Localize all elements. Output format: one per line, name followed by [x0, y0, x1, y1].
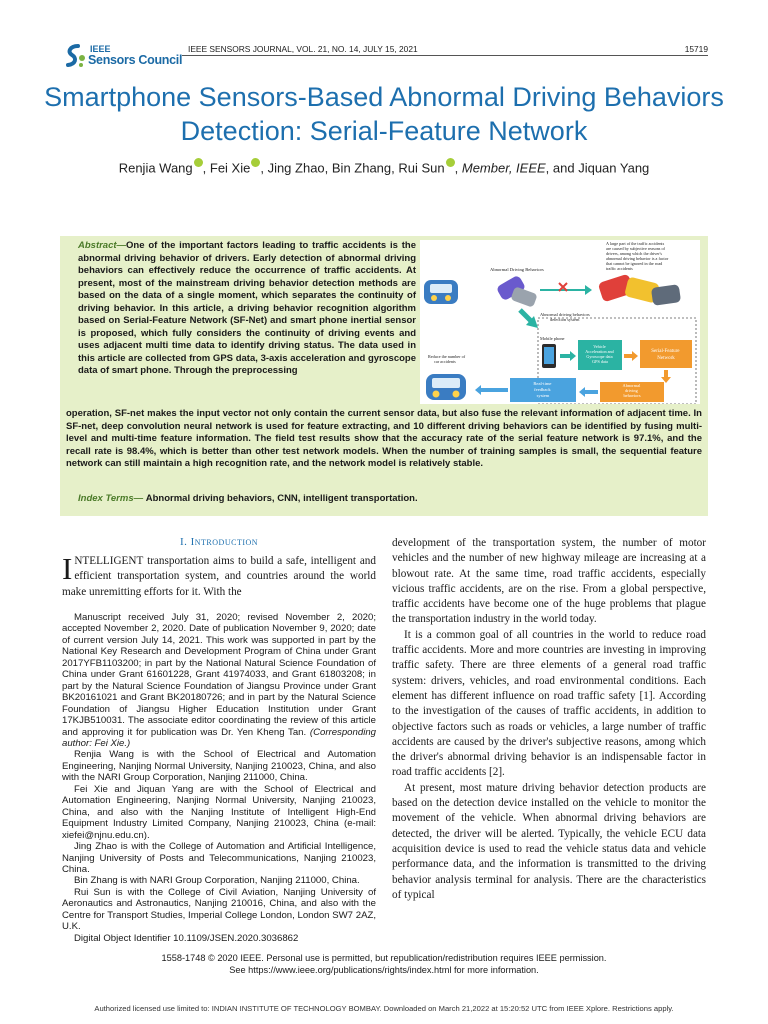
- journal-header: IEEE SENSORS JOURNAL, VOL. 21, NO. 14, JULY 15, 2021: [188, 44, 418, 54]
- abnormal-behaviors-label: Abnormal Driving Behaviors: [490, 267, 544, 272]
- footnote-affiliation: Rui Sun is with the College of Civil Aviation, Nanjing University of Aeronautics and Astronautics, Nanjing 210016, China, and also with the Centre for Transport Studies, Imperial College London, London SW7 2AZ, U.K.: [62, 886, 376, 933]
- copyright-notice: [60, 952, 708, 976]
- abstract-body-1: One of the important factors leading to traffic accidents is the abnormal driving behavior of drivers. Early detection of abnormal driving behaviors can effectively reduce the occurrence of traffic accidents. At present, most of the mainstream driving behavior detection methods are based on the data of a single moment, which separates the continuity of driving behavior. In this article, a driving behavior recognition algorithm based on Serial-Feature Network (SF-Net) and smart phone inertial sensor is proposed, which fully considers the continuity of driving events and uses adjacent multi time data to identify driving status. The data used in this article are collected from GPS data, 3-axis acceleration and gyroscope data of smart phone. Through the preprocessing: [78, 240, 416, 376]
- author-fei-xie: , Fei Xie: [202, 160, 251, 176]
- orcid-icon[interactable]: [194, 158, 203, 167]
- safe-car-icon: [426, 374, 466, 400]
- feedback-system-label: Real-time feedback system: [533, 381, 552, 398]
- footnote-affiliation: Fei Xie and Jiquan Yang are with the School of Electrical and Automation Engineering, Nanjing Normal University, Nanjing 210023, China, and also with the Nanjing Institute of Intelligent High-End Equipment Industry Limited Company, Nanjing 210023, China (e-mail: xiefei@njnu.edu.cn).: [62, 783, 376, 841]
- car-icon: [424, 280, 458, 304]
- reduce-accidents-label: Reduce the number of car accidents: [428, 354, 466, 364]
- drop-cap: I: [62, 551, 73, 586]
- index-terms-dash: —: [133, 493, 146, 504]
- index-terms-label: Index Terms: [78, 493, 134, 504]
- copyright-line1: 1558-1748 © 2020 IEEE. Personal use is permitted, but republication/redistribution requires IEEE permission.: [161, 953, 607, 963]
- footnote-doi: Digital Object Identifier 10.1109/JSEN.2020.3036862: [74, 932, 299, 944]
- intro-paragraph: [62, 551, 376, 600]
- serial-feature-network-label: Serial-Feature Network: [651, 349, 680, 361]
- abstract-text-part1: [78, 240, 416, 378]
- section-number: I.: [179, 536, 188, 548]
- page-number: 15719: [684, 44, 708, 54]
- body-paragraph: development of the transportation system, the number of motor vehicles and the number of new highway mileage are increasing at a blowout rate. At the same time, road traffic accidents, especially vicious traffic accidents, are on the rise. From a global perspective, traffic accidents have become one of the huge problems that plague the transportation industry in the world today.: [392, 537, 706, 626]
- copyright-line2: See https://www.ieee.org/publications/rights/index.html for more information.: [229, 965, 539, 975]
- author-separator: ,: [454, 160, 462, 176]
- phone-icon: [542, 344, 556, 368]
- footnote-affiliation: Bin Zhang is with NARI Group Corporation, Nanjing 211000, China.: [74, 875, 360, 887]
- header-rule: [182, 55, 708, 56]
- footnote-affiliation: Jing Zhao is with the College of Automation and Artificial Intelligence, Nanjing University of Posts and Telecommunications, Nanjing 210023, China.: [62, 841, 376, 875]
- member-ieee: Member, IEEE: [461, 160, 546, 176]
- author-renjia-wang: Renjia Wang: [118, 160, 193, 176]
- mobile-phone-label: Mobile phone: [540, 336, 565, 341]
- authors-middle: , Jing Zhao, Bin Zhang, Rui Sun: [260, 160, 445, 176]
- crashed-cars-icon: [598, 274, 681, 306]
- orcid-icon[interactable]: [251, 158, 260, 167]
- footnote: [62, 612, 376, 944]
- ieee-sensors-council-logo: [64, 44, 183, 70]
- footnote-manuscript: Manuscript received July 31, 2020; revised November 2, 2020; accepted November 2, 2020. Date of publication November 9, 2020; date of current version July 14, 2021. This work was supported in part by the National Key Research and Development Program of China under Grant 2017YFB1103200; in part by the National Natural Science Foundation of China under Grant 61601228, Grant 41974033, and Grant 61803208; in part by the Natural Science Foundation of Jiangsu Province under Grant BK20161021 and Grant BK20180726; and in part by the Natural Science Foundation of Jiangsu Higher Education Institution under Grant 17KJB510031. The associate editor coordinating the review of this article and approving it for publication was Dr. Yen Kheng Tan. (Corresponding author: Fei Xie.): [62, 612, 376, 749]
- figure-note: A large part of the traffic accidents are caused by subjective reasons of drivers, among which the driver's abnormal driving behavior is a factor that cannot be ignored in the road traffic accidents: [606, 241, 669, 271]
- footnote-affiliation: Renjia Wang is with the School of Electrical and Automation Engineering, Nanjing Normal University, Nanjing 210023, China, and also with the NARI Group Corporation, Nanjing 211000, China.: [62, 749, 376, 784]
- graphical-abstract-figure: [420, 240, 700, 404]
- swerving-cars-icon: [496, 275, 538, 308]
- orcid-icon[interactable]: [446, 158, 455, 167]
- index-terms-text: Abnormal driving behaviors, CNN, intelligent transportation.: [145, 493, 418, 504]
- logo-text-sensors-council: Sensors Council: [88, 53, 183, 67]
- intro-text: transportation aims to build a safe, intelligent and efficient transportation system, and countries around the world make unremitting efforts for it. With the: [62, 555, 376, 598]
- abstract-dash: —: [116, 240, 127, 251]
- section-title: Introduction: [190, 536, 259, 548]
- author-list: [40, 158, 728, 175]
- license-footer: Authorized licensed use limited to: INDIAN INSTITUTE OF TECHNOLOGY BOMBAY. Downloaded on March 21,2022 at 15:20:52 UTC from IEEE Xplore. Restrictions apply.: [94, 1004, 674, 1013]
- serial-feature-network-box: [640, 340, 692, 368]
- author-jiquan-yang: , and Jiquan Yang: [545, 160, 650, 176]
- body-paragraph: It is a common goal of all countries in the world to reduce road traffic accidents. More and more countries are investing in improving traffic safety. There are three elements of a general road traffic system: drivers, vehicles, and road environmental conditions. Each element has different influence on road traffic safety [1]. According to the investigation of the causes of traffic accidents, in addition to objective factors such as roads or vehicles, a large number of traffic accidents are caused by the driver's subjective reasons, among which the driver's abnormal driving behavior is an indispensable factor in road traffic accidents [2].: [392, 628, 706, 779]
- logo-text-ieee: IEEE: [90, 44, 111, 54]
- paper-title: Smartphone Sensors-Based Abnormal Driving Behaviors Detection: Serial-Feature Network: [44, 82, 724, 146]
- sensors-logo-icon: [64, 44, 86, 68]
- abstract-label: Abstract: [78, 240, 117, 251]
- abstract-text-part2: operation, SF-net makes the input vector not only contain the current sensor data, but also fuse the relevant information of adjacent time. In SF-net, deep convolution neural network is used for feature extracting, and 10 different driving behaviors can be identified by fusing multi-level and multi-time feature information. The field test results show that the accuracy rate of the serial feature network is 97.1%, and the recall rate is 98.4%, which is better than other test network models. When the number of training samples is small, the sequential feature network can still maintain a high recognition rate, and the network model is relatively stable.: [66, 408, 702, 469]
- index-terms: [78, 493, 698, 504]
- body-paragraph: At present, most mature driving behavior detection products are based on the detection device installed on the vehicle to monitor the movement of the vehicle. When abnormal driving behaviors are detected, the driver will be alerted. Typically, the vehicle ECU data acquisition device is used to read the vehicle status data and vehicle performance data, and the information is transmitted to the driving behavior analysis terminal for analysis. There are the characteristics of typical: [392, 781, 706, 901]
- abnormal-behaviors-box-label: Abnormal driving behaviors: [622, 383, 641, 398]
- intro-lead-word: NTELLIGENT: [74, 555, 144, 567]
- right-column: [392, 536, 706, 903]
- detection-system-label: Abnormal driving behaviors detection system: [540, 312, 590, 322]
- sensor-data-label: Vehicle Acceleration and Gyroscope data GPS data: [585, 344, 614, 364]
- section-heading: [62, 536, 376, 548]
